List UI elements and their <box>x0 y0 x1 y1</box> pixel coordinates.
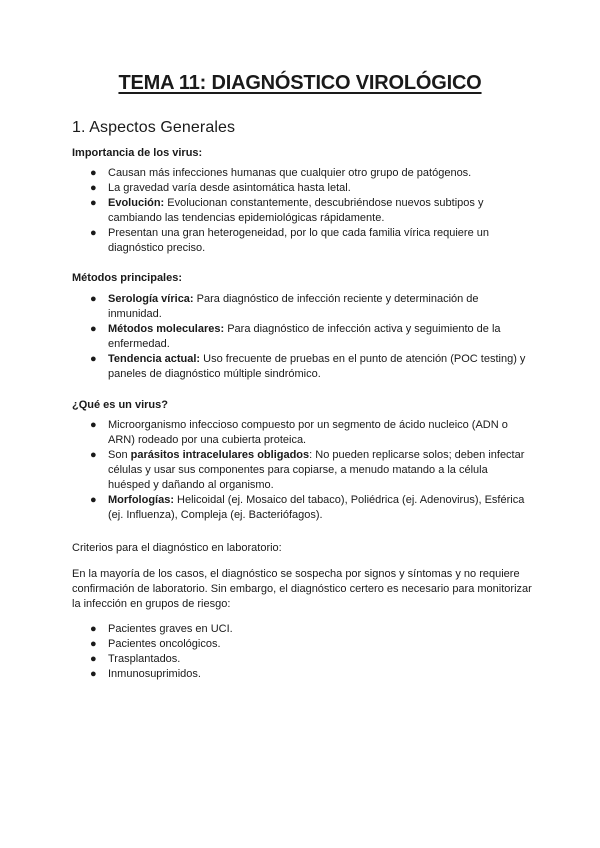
bullet-icon: ● <box>90 182 97 194</box>
bold-label: Métodos moleculares: <box>108 323 225 335</box>
bullet-icon: ● <box>90 227 97 239</box>
page-title: TEMA 11: DIAGNÓSTICO VIROLÓGICO <box>118 72 482 94</box>
criterios-heading: Criterios para el diagnóstico en laboratorio: <box>72 542 282 554</box>
bullet-icon: ● <box>90 323 97 335</box>
bullet-icon: ● <box>90 293 97 305</box>
list-item: ● Serología vírica: Para diagnóstico de infección reciente y determinación de inmunidad. <box>90 293 479 320</box>
bold-label: Serología vírica: <box>108 293 194 305</box>
bold-label: Evolución: <box>108 197 165 209</box>
metodos-heading: Métodos principales: <box>72 272 183 284</box>
bullet-icon: ● <box>90 668 97 680</box>
list-item: ● Pacientes oncológicos. <box>90 638 221 650</box>
list-item: ● Presentan una gran heterogeneidad, por lo que cada familia vírica requiere un diagnóstico preciso. <box>90 227 489 254</box>
list-item: ● Evolución: Evolucionan constantemente, descubriéndose nuevos subtipos y cambiando las tendencias epidemiológicas rápidamente. <box>90 197 484 224</box>
bullet-icon: ● <box>90 623 97 635</box>
virus-heading: ¿Qué es un virus? <box>72 399 168 411</box>
metodos-list <box>72 292 532 382</box>
bullet-icon: ● <box>90 449 97 461</box>
list-item: ● La gravedad varía desde asintomática hasta letal. <box>90 182 351 194</box>
bold-label: Tendencia actual: <box>108 353 201 365</box>
list-item: ● Inmunosuprimidos. <box>90 668 201 680</box>
virus-list <box>72 418 532 523</box>
bullet-icon: ● <box>90 197 97 209</box>
list-item: ● Métodos moleculares: Para diagnóstico de infección activa y seguimiento de la enfermedad. <box>90 323 501 350</box>
bullet-icon: ● <box>90 638 97 650</box>
bold-label: Morfologías: <box>108 494 174 506</box>
section-heading: 1. Aspectos Generales <box>72 119 236 136</box>
list-item: ● Causan más infecciones humanas que cualquier otro grupo de patógenos. <box>90 167 472 179</box>
criterios-paragraph: En la mayoría de los casos, el diagnóstico se sospecha por signos y síntomas y no requiere confirmación de laboratorio. Sin embargo, el diagnóstico certero es necesario para monitorizar la infección en grupos de riesgo: <box>72 568 532 610</box>
list-item: ● Morfologías: Helicoidal (ej. Mosaico del tabaco), Poliédrica (ej. Adenovirus), Esférica (ej. Influenza), Compleja (ej. Bacteriófagos). <box>90 494 525 521</box>
bullet-icon: ● <box>90 167 97 179</box>
list-item: ● Tendencia actual: Uso frecuente de pruebas en el punto de atención (POC testing) y paneles de diagnóstico múltiple sindrómico. <box>90 353 526 380</box>
bullet-icon: ● <box>90 494 97 506</box>
importancia-list <box>72 166 532 256</box>
list-item: ● Microorganismo infeccioso compuesto por un segmento de ácido nucleico (ADN o ARN) rodeado por una cubierta proteica. <box>90 419 508 446</box>
bullet-icon: ● <box>90 653 97 665</box>
list-item: ● Trasplantados. <box>90 653 181 665</box>
bullet-icon: ● <box>90 419 97 431</box>
bold-label: parásitos intracelulares obligados <box>130 449 310 461</box>
list-item: ● Son parásitos intracelulares obligados: No pueden replicarse solos; deben infectar células y usar sus componentes para copiarse, a menudo matando a la célula huésped y dañando al organismo. <box>90 449 525 491</box>
list-item: ● Pacientes graves en UCI. <box>90 623 233 635</box>
grupos-riesgo-list <box>72 622 532 682</box>
importancia-heading: Importancia de los virus: <box>72 147 203 159</box>
bullet-icon: ● <box>90 353 97 365</box>
